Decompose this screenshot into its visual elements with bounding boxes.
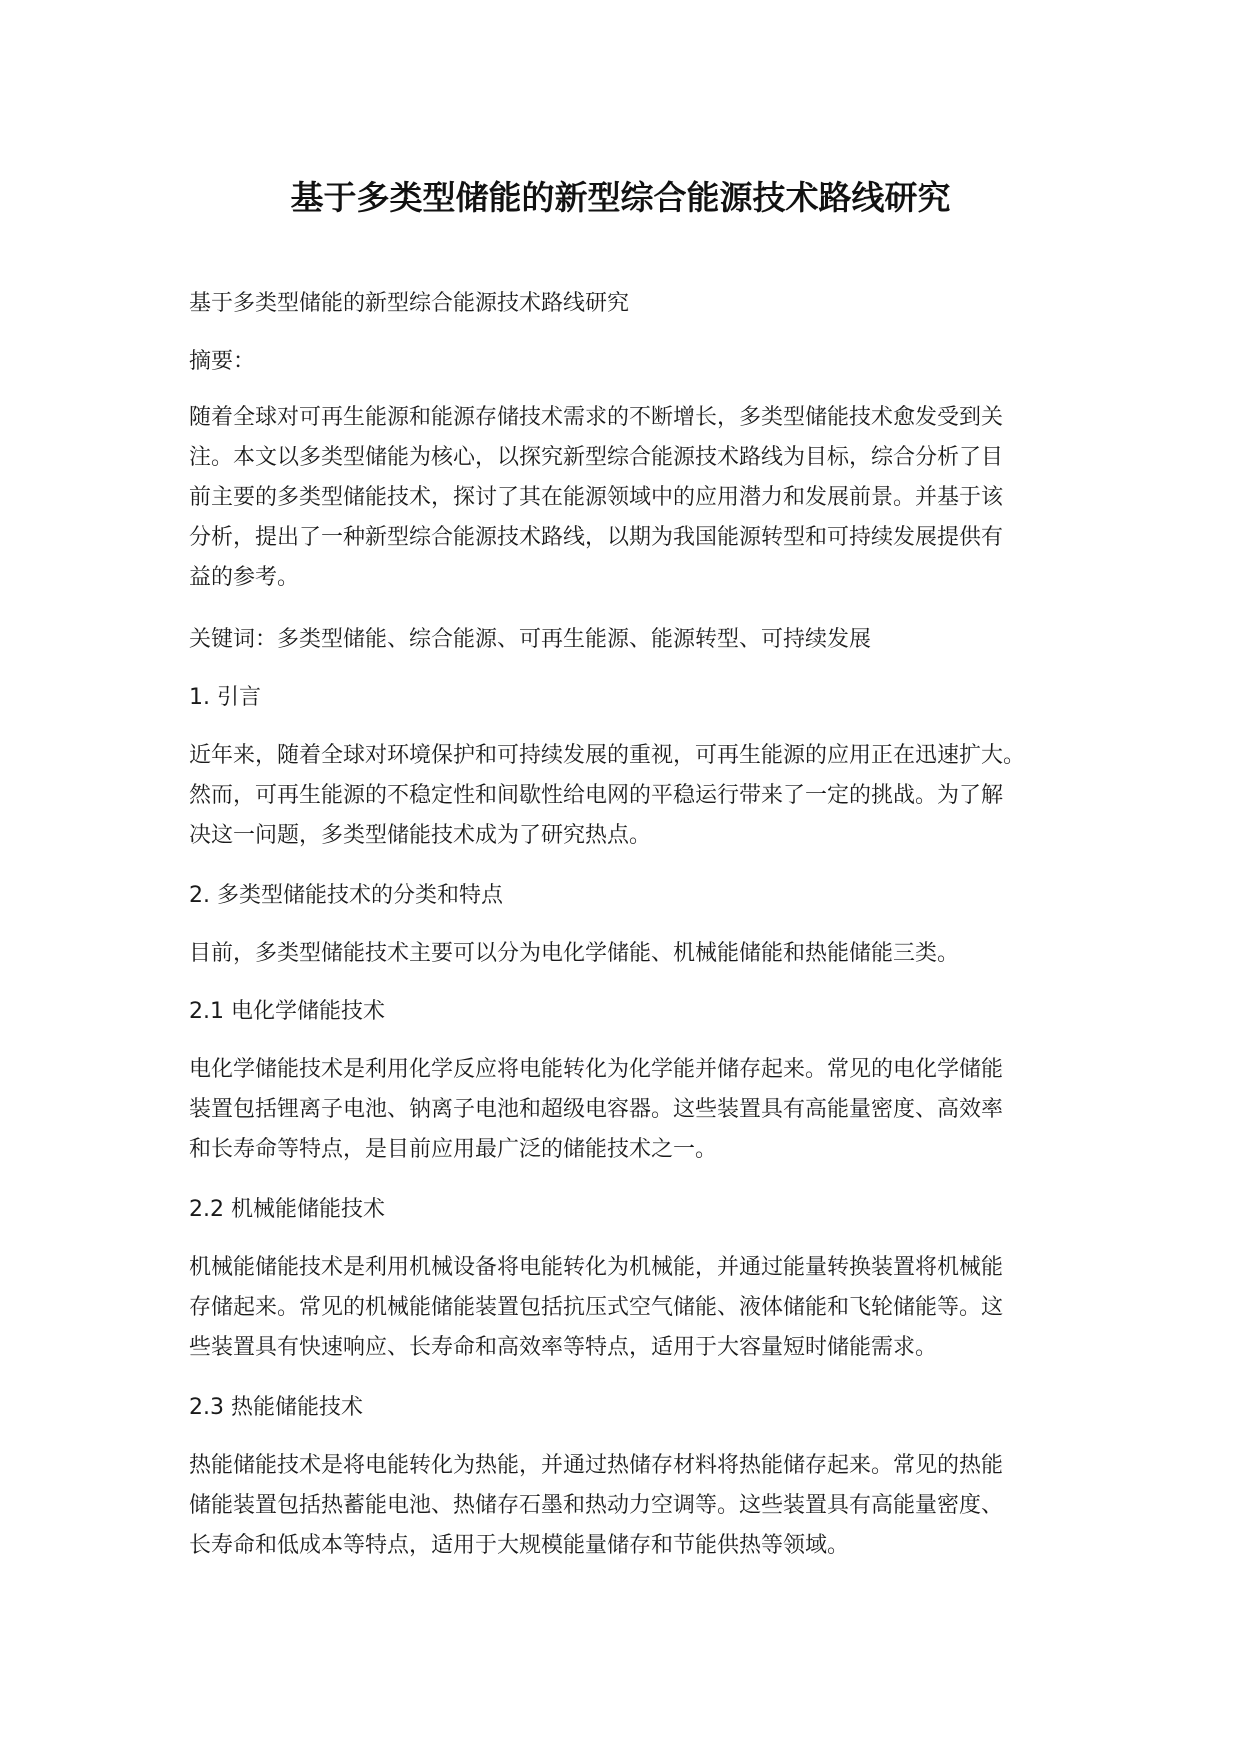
paragraph-line: 随着全球对可再生能源和能源存储技术需求的不断增长，多类型储能技术愈发受到关: [189, 405, 1004, 430]
keywords-line: 关键词：多类型储能、综合能源、可再生能源、能源转型、可持续发展: [189, 627, 872, 652]
paragraph-line: 存储起来。常见的机械能储能装置包括抗压式空气储能、液体储能和飞轮储能等。这: [189, 1295, 1004, 1320]
paragraph-line: 目前，多类型储能技术主要可以分为电化学储能、机械能储能和热能储能三类。: [189, 941, 960, 966]
abstract-label: 摘要：: [189, 349, 256, 374]
document-subtitle: 基于多类型储能的新型综合能源技术路线研究: [189, 291, 630, 316]
section-2-1-heading: 2.1 电化学储能技术: [189, 999, 385, 1024]
section-2-2-paragraph: [189, 1248, 1069, 1368]
document-title: 基于多类型储能的新型综合能源技术路线研究: [290, 178, 951, 217]
section-1-heading: 1. 引言: [189, 685, 261, 710]
section-2-3-paragraph: [189, 1446, 1069, 1566]
paragraph-line: 近年来，随着全球对环境保护和可持续发展的重视，可再生能源的应用正在迅速扩大。: [189, 743, 1026, 768]
paragraph-line: 决这一问题，多类型储能技术成为了研究热点。: [189, 823, 652, 848]
section-1-paragraph: [189, 736, 1069, 856]
paragraph-line: 长寿命和低成本等特点，适用于大规模能量储存和节能供热等领域。: [189, 1533, 850, 1558]
section-2-heading: 2. 多类型储能技术的分类和特点: [189, 883, 503, 908]
paragraph-line: 然而，可再生能源的不稳定性和间歇性给电网的平稳运行带来了一定的挑战。为了解: [189, 783, 1004, 808]
paragraph-line: 机械能储能技术是利用机械设备将电能转化为机械能，并通过能量转换装置将机械能: [189, 1255, 1004, 1280]
section-2-paragraph: [189, 934, 1069, 974]
section-2-3-heading: 2.3 热能储能技术: [189, 1395, 363, 1420]
abstract-paragraph: [189, 398, 1069, 598]
paragraph-line: 热能储能技术是将电能转化为热能，并通过热储存材料将热能储存起来。常见的热能: [189, 1453, 1004, 1478]
paragraph-line: 前主要的多类型储能技术，探讨了其在能源领域中的应用潜力和发展前景。并基于该: [189, 485, 1004, 510]
paragraph-line: 益的参考。: [189, 565, 300, 590]
paragraph-line: 储能装置包括热蓄能电池、热储存石墨和热动力空调等。这些装置具有高能量密度、: [189, 1493, 1004, 1518]
section-2-2-heading: 2.2 机械能储能技术: [189, 1197, 385, 1222]
paragraph-line: 电化学储能技术是利用化学反应将电能转化为化学能并储存起来。常见的电化学储能: [189, 1057, 1004, 1082]
paragraph-line: 装置包括锂离子电池、钠离子电池和超级电容器。这些装置具有高能量密度、高效率: [189, 1097, 1004, 1122]
paragraph-line: 分析，提出了一种新型综合能源技术路线，以期为我国能源转型和可持续发展提供有: [189, 525, 1004, 550]
paragraph-line: 注。本文以多类型储能为核心，以探究新型综合能源技术路线为目标，综合分析了目: [189, 445, 1004, 470]
paragraph-line: 和长寿命等特点，是目前应用最广泛的储能技术之一。: [189, 1137, 718, 1162]
paragraph-line: 些装置具有快速响应、长寿命和高效率等特点，适用于大容量短时储能需求。: [189, 1335, 938, 1360]
section-2-1-paragraph: [189, 1050, 1069, 1170]
